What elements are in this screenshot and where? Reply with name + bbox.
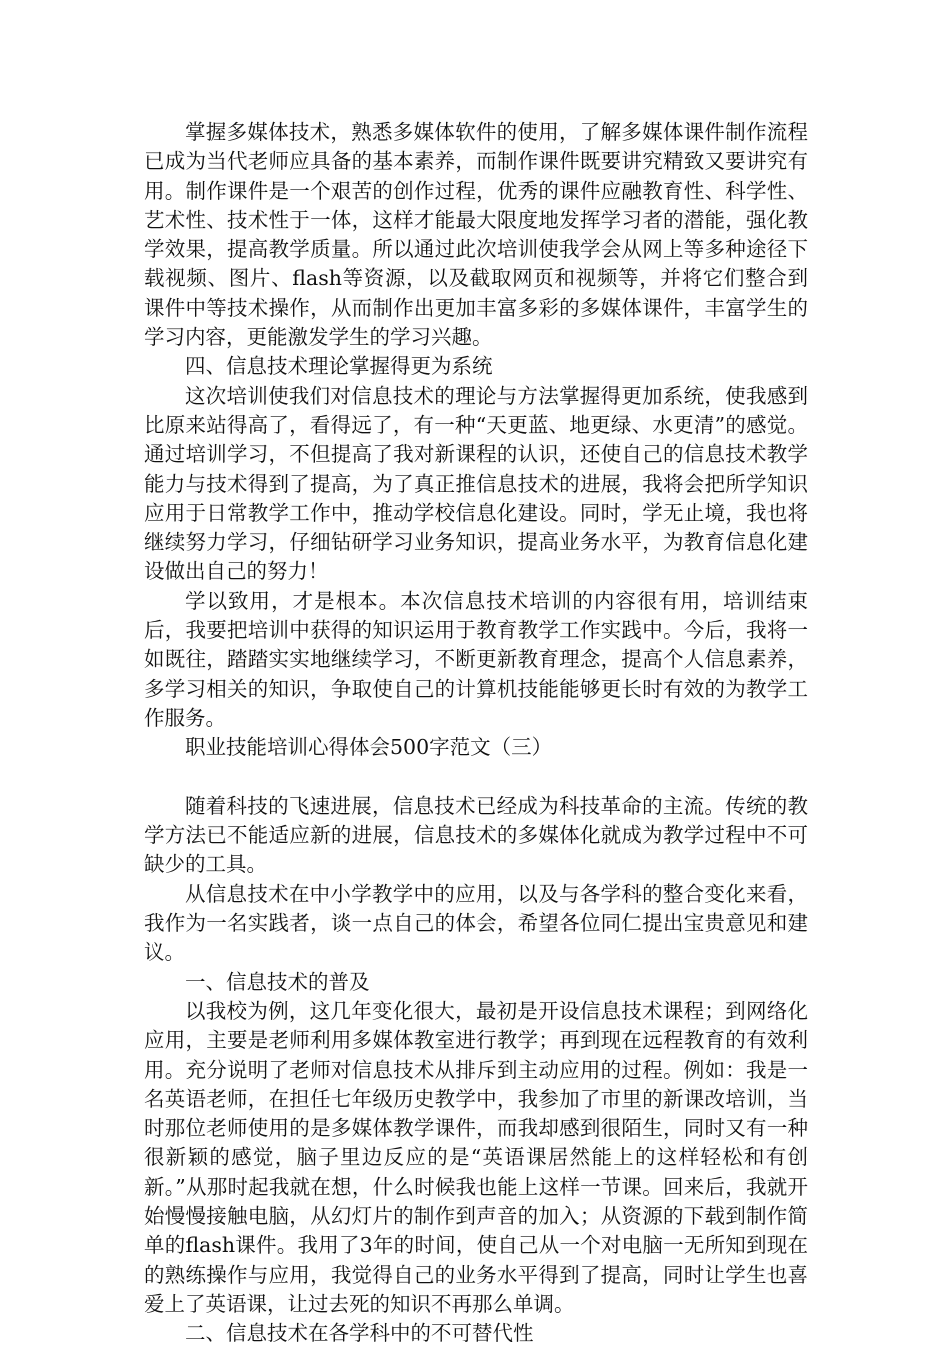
document-body [144, 118, 808, 1348]
paragraph-school-example: 以我校为例，这几年变化很大，最初是开设信息技术课程；到网络化应用，主要是老师利用多媒体教室进行教学；再到现在远程教育的有效利用。充分说明了老师对信息技术从排斥到主动应用的过程。例如：我是一名英语老师，在担任七年级历史教学中，我参加了市里的新课改培训，当时那位老师使用的是多媒体教学课件，而我却感到很陌生，同时又有一种很新颖的感觉，脑子里边反应的是“英语课居然能上的这样轻松和有创新。”从那时起我就在想，什么时候我也能上这样一节课。回来后，我就开始慢慢接触电脑，从幻灯片的制作到声音的加入；从资源的下载到制作简单的flash课件。我用了3年的时间，使自己从一个对电脑一无所知到现在的熟练操作与应用，我觉得自己的业务水平得到了提高，同时让学生也喜爱上了英语课，让过去死的知识不再那么单调。 [144, 998, 808, 1316]
article-title: 职业技能培训心得体会500字范文（三） [185, 735, 553, 760]
section-heading-1: 一、信息技术的普及 [185, 969, 370, 994]
paragraph-intro-practice: 从信息技术在中小学教学中的应用，以及与各学科的整合变化来看，我作为一名实践者，谈一点自己的体会，希望各位同仁提出宝贵意见和建议。 [144, 881, 808, 965]
paragraph-intro-tech: 随着科技的飞速进展，信息技术已经成为科技革命的主流。传统的教学方法已不能适应新的进展，信息技术的多媒体化就成为教学过程中不可缺少的工具。 [144, 793, 808, 877]
section-heading-2: 二、信息技术在各学科中的不可替代性 [185, 1321, 534, 1346]
paragraph-systematic-theory: 这次培训使我们对信息技术的理论与方法掌握得更加系统，使我感到比原来站得高了，看得远了，有一种“天更蓝、地更绿、水更清”的感觉。通过培训学习，不但提高了我对新课程的认识，还使自己的信息技术教学能力与技术得到了提高，为了真正推信息技术的进展，我将会把所学知识应用于日常教学工作中，推动学校信息化建设。同时，学无止境，我也将继续努力学习，仔细钻研学习业务知识，提高业务水平，为教育信息化建设做出自己的努力！ [144, 383, 808, 584]
paragraph-multimedia-skills: 掌握多媒体技术，熟悉多媒体软件的使用，了解多媒体课件制作流程已成为当代老师应具备的基本素养，而制作课件既要讲究精致又要讲究有用。制作课件是一个艰苦的创作过程，优秀的课件应融教育性、科学性、艺术性、技术性于一体，这样才能最大限度地发挥学习者的潜能，强化教学效果，提高教学质量。所以通过此次培训使我学会从网上等多种途径下载视频、图片、flash等资源，以及截取网页和视频等，并将它们整合到课件中等技术操作，从而制作出更加丰富多彩的多媒体课件，丰富学生的学习内容，更能激发学生的学习兴趣。 [144, 120, 808, 350]
blank-line [144, 763, 808, 792]
section-heading-4: 四、信息技术理论掌握得更为系统 [185, 354, 493, 379]
paragraph-apply-learning: 学以致用，才是根本。本次信息技术培训的内容很有用，培训结束后，我要把培训中获得的知识运用于教育教学工作实践中。今后，我将一如既往，踏踏实实地继续学习，不断更新教育理念，提高个人信息素养，多学习相关的知识，争取使自己的计算机技能能够更长时有效的为教学工作服务。 [144, 588, 808, 730]
